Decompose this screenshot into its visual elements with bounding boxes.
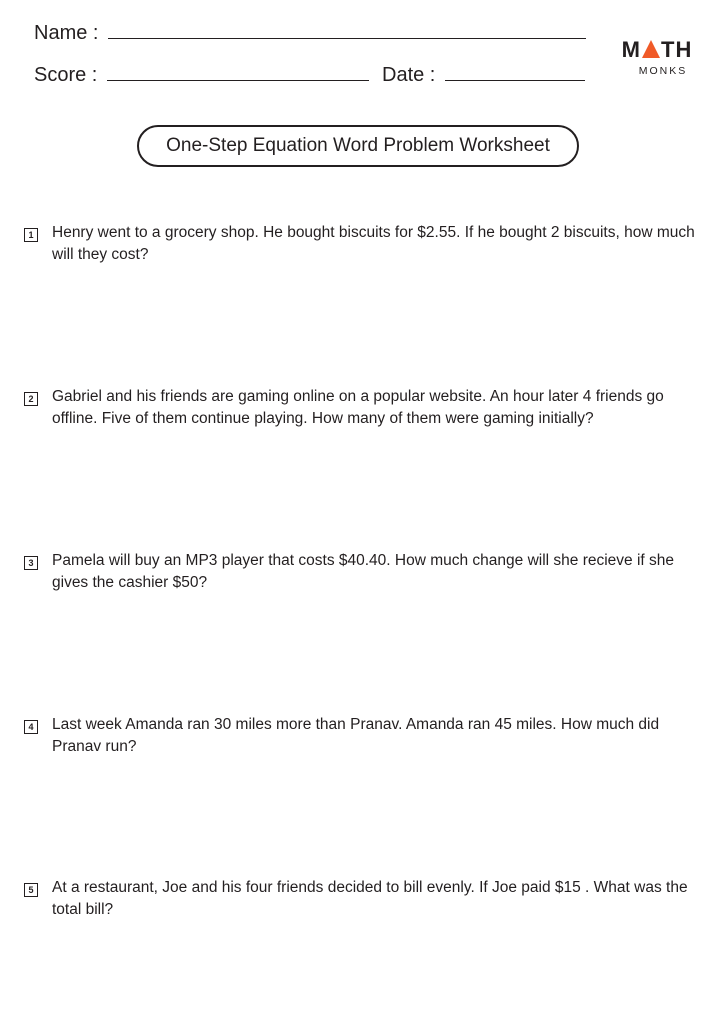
problem-text: Gabriel and his friends are gaming online on a popular website. An hour later 4 friends go offline. Five of them continue playing. How many of them were gaming initially? — [52, 388, 664, 427]
date-field-row — [382, 64, 585, 87]
problem-2 — [24, 386, 704, 430]
problem-text: At a restaurant, Joe and his four friends decided to bill evenly. If Joe paid $15 . What was the total bill? — [52, 879, 688, 918]
name-blank-line[interactable] — [108, 37, 586, 39]
date-label: Date : — [382, 64, 436, 86]
logo-subtitle: MONKS — [638, 65, 688, 77]
problem-number-box: 3 — [24, 556, 38, 570]
problem-text: Pamela will buy an MP3 player that costs $40.40. How much change will she recieve if she gives the cashier $50? — [52, 552, 675, 591]
problem-text: Last week Amanda ran 30 miles more than Pranav. Amanda ran 45 miles. How much did Pranav run? — [52, 716, 660, 755]
problem-number-box: 1 — [24, 228, 38, 242]
problem-number-box: 5 — [24, 883, 38, 897]
problem-text: Henry went to a grocery shop. He bought biscuits for $2.55. If he bought 2 biscuits, how much will they cost? — [52, 224, 695, 263]
name-field-row — [34, 22, 586, 45]
math-monks-logo — [612, 37, 702, 77]
worksheet-title — [137, 125, 579, 167]
logo-wordmark — [612, 37, 702, 63]
worksheet-title-text: One-Step Equation Word Problem Worksheet — [166, 135, 550, 156]
logo-text-left: M — [621, 37, 641, 62]
logo-text-right: TH — [661, 37, 693, 62]
score-blank-line[interactable] — [107, 79, 369, 81]
problem-4 — [24, 714, 704, 758]
problem-1 — [24, 222, 704, 266]
problem-number-box: 4 — [24, 720, 38, 734]
problem-5 — [24, 877, 704, 921]
date-blank-line[interactable] — [445, 79, 585, 81]
name-label: Name : — [34, 22, 99, 44]
logo-triangle-icon — [642, 40, 660, 58]
problem-number-box: 2 — [24, 392, 38, 406]
problem-3 — [24, 550, 704, 594]
score-label: Score : — [34, 64, 98, 86]
score-field-row — [34, 64, 369, 87]
